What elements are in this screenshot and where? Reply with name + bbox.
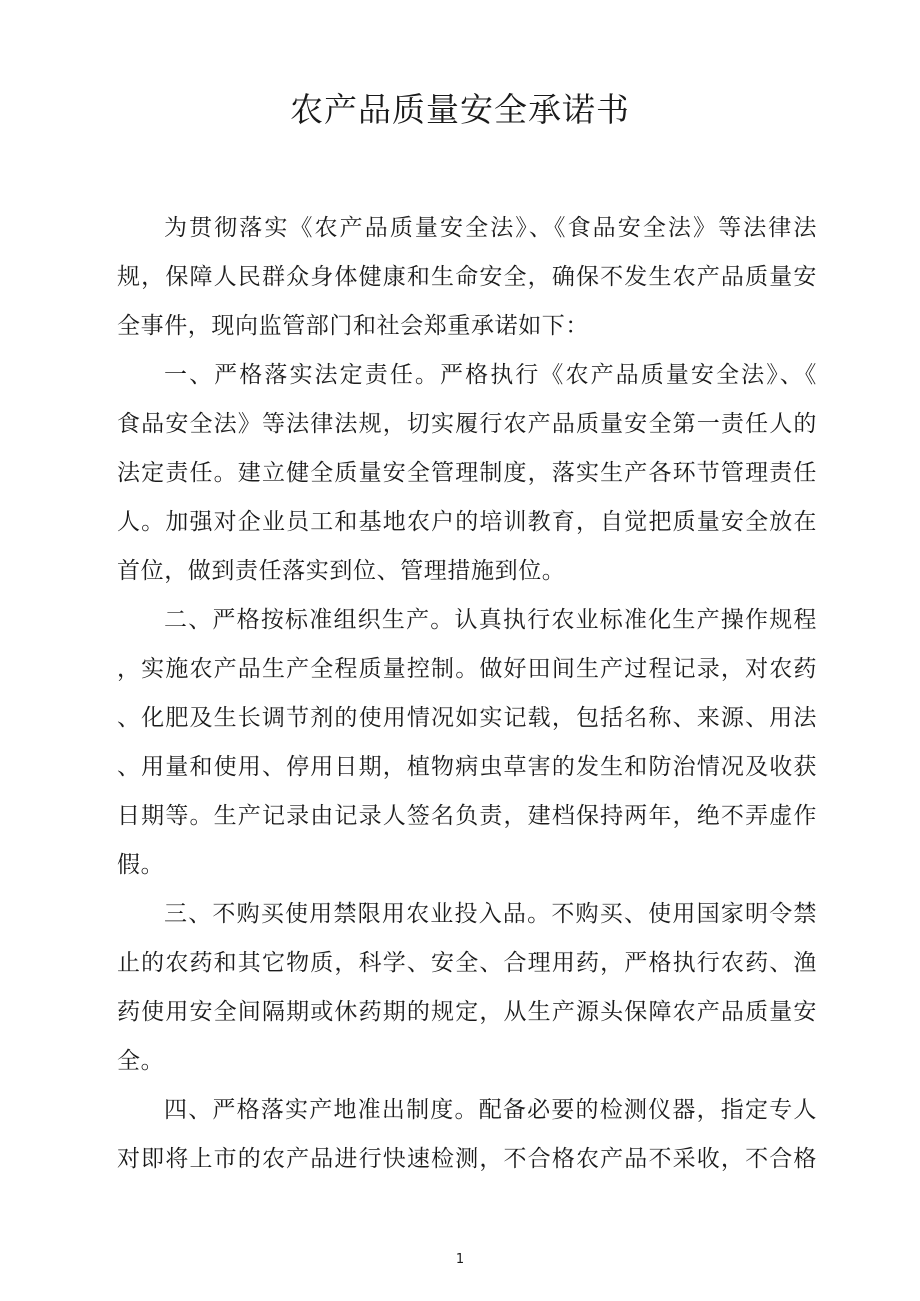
paragraph-item-2 xyxy=(117,596,817,890)
text-line: 假。 xyxy=(117,852,165,878)
text-line: 首位，做到责任落实到位、管理措施到位。 xyxy=(117,558,566,584)
text-line: 全事件，现向监管部门和社会郑重承诺如下： xyxy=(117,313,589,339)
text-line: 药使用安全间隔期或休药期的规定，从生产源头保障农产品质量安 xyxy=(117,999,817,1025)
text-line: 对即将上市的农产品进行快速检测，不合格农产品不采收，不合格 xyxy=(117,1146,817,1172)
page-number: 1 xyxy=(455,1252,465,1267)
paragraph-item-4 xyxy=(117,1086,817,1184)
paragraph-item-1 xyxy=(117,351,817,596)
text-line: 三、不购买使用禁限用农业投入品。不购买、使用国家明令禁 xyxy=(164,901,817,927)
text-line: 止的农药和其它物质，科学、安全、合理用药，严格执行农药、渔 xyxy=(117,950,817,976)
text-line: 食品安全法》等法律法规，切实履行农产品质量安全第一责任人的 xyxy=(117,411,817,437)
text-line: 规，保障人民群众身体健康和生命安全，确保不发生农产品质量安 xyxy=(117,264,817,290)
text-line: 、用量和使用、停用日期，植物病虫草害的发生和防治情况及收获 xyxy=(117,754,817,780)
document-title: 农产品质量安全承诺书 xyxy=(290,90,630,129)
document-body xyxy=(117,204,817,1184)
text-line: 法定责任。建立健全质量安全管理制度，落实生产各环节管理责任 xyxy=(117,460,817,486)
text-line: 人。加强对企业员工和基地农户的培训教育，自觉把质量安全放在 xyxy=(117,509,817,535)
text-line: 二、严格按标准组织生产。认真执行农业标准化生产操作规程 xyxy=(164,607,817,633)
text-line: 四、严格落实产地准出制度。配备必要的检测仪器，指定专人 xyxy=(164,1097,817,1123)
text-line: 、化肥及生长调节剂的使用情况如实记载，包括名称、来源、用法 xyxy=(117,705,817,731)
text-line: 一、严格落实法定责任。严格执行《农产品质量安全法》、《 xyxy=(164,362,817,388)
text-line: ，实施农产品生产全程质量控制。做好田间生产过程记录，对农药 xyxy=(117,656,817,682)
text-line: 为贯彻落实《农产品质量安全法》、《食品安全法》等法律法 xyxy=(164,215,817,241)
text-line: 日期等。生产记录由记录人签名负责，建档保持两年，绝不弄虚作 xyxy=(117,803,817,829)
paragraph-item-3 xyxy=(117,890,817,1086)
paragraph-intro xyxy=(117,204,817,351)
text-line: 全。 xyxy=(117,1048,165,1074)
